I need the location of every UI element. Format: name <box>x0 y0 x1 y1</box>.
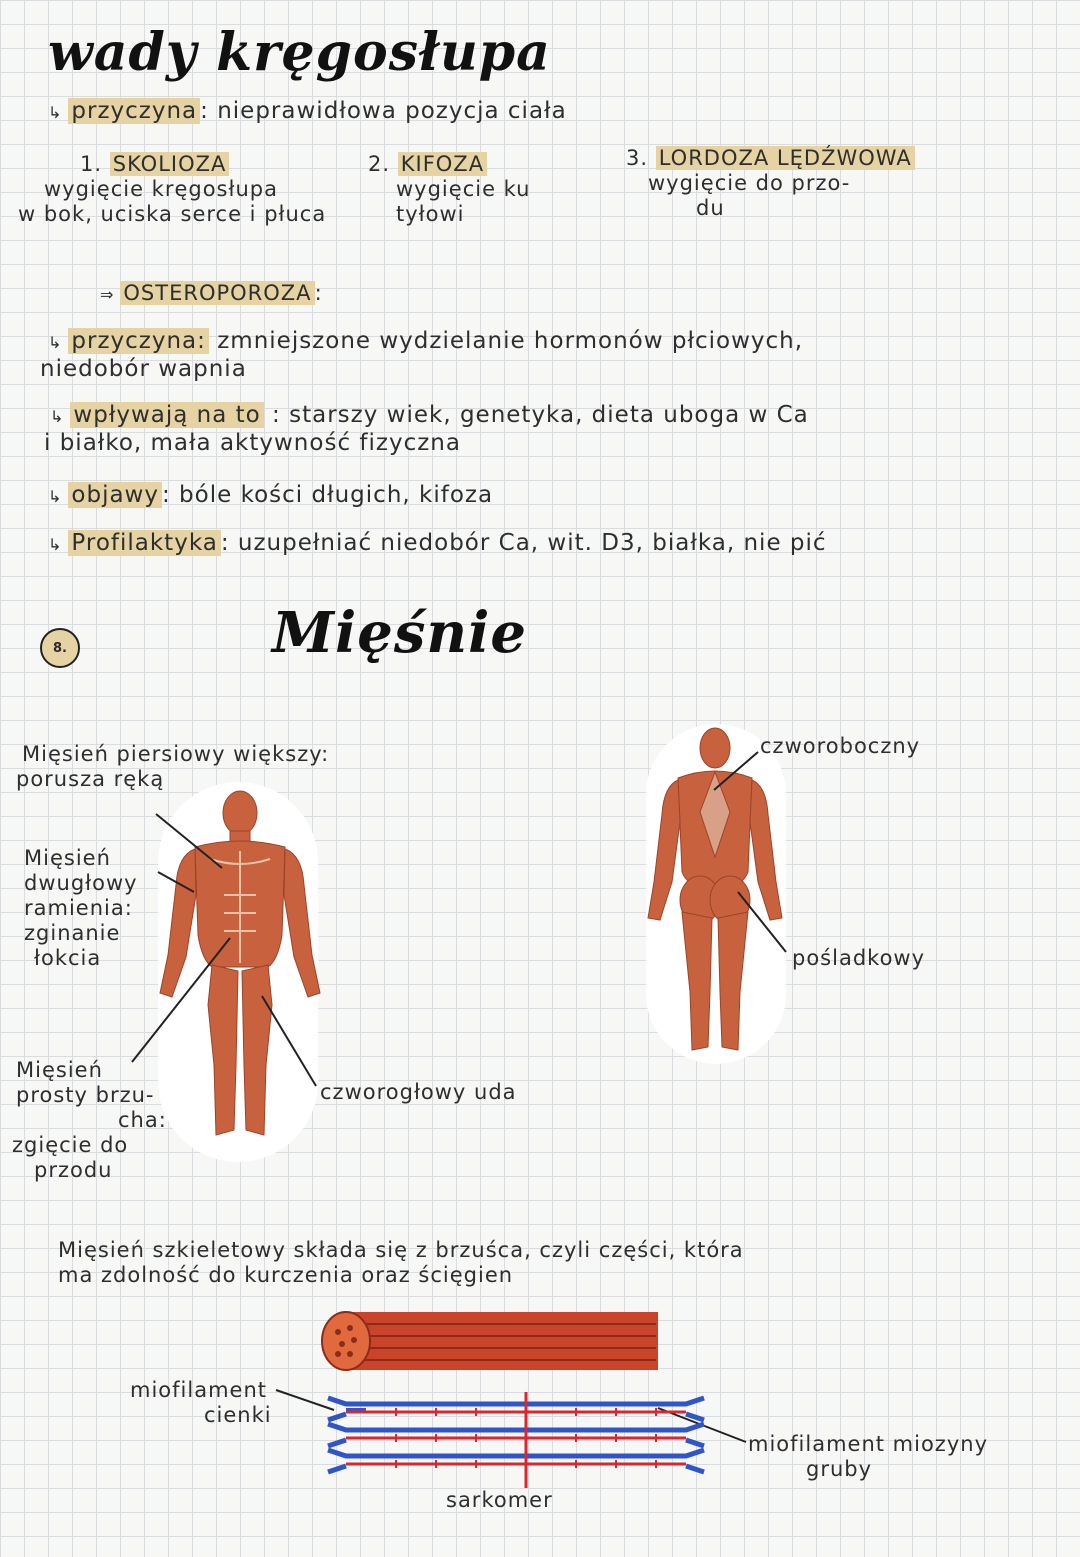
abs-desc: przodu <box>34 1158 113 1182</box>
label-gluteus: pośladkowy <box>792 946 926 970</box>
label-abs <box>12 1058 167 1183</box>
abs-label: prosty brzu- <box>16 1083 155 1107</box>
skeletal-line: ma zdolność do kurczenia oraz ścięgien <box>58 1263 514 1287</box>
page-title: wady kręgosłupa <box>48 22 551 83</box>
arrow-icon: ⇒ <box>100 285 115 304</box>
label-thick-filament <box>748 1432 988 1482</box>
cause-text: zmniejszone wydzielanie hormonów płciowych, <box>217 328 804 354</box>
defect-desc: wygięcie do przo- <box>648 171 851 195</box>
arrow-icon: ↳ <box>48 535 63 554</box>
influence-text: i białko, mała aktywność fizyczna <box>44 430 461 456</box>
biceps-label: ramienia: <box>24 896 133 920</box>
abs-label: cha: <box>118 1108 167 1132</box>
defect-name: SKOLIOZA <box>110 152 230 176</box>
defect-num: 2. <box>368 152 391 176</box>
label-pectoral <box>16 742 330 792</box>
thick-filament-label: miofilament miozyny <box>748 1432 988 1456</box>
thin-filament-label: miofilament <box>130 1378 267 1402</box>
cause-text: niedobór wapnia <box>40 356 247 382</box>
pectoral-label: Mięsień piersiowy większy: <box>22 742 330 766</box>
muscles-title: Mięśnie <box>272 600 528 666</box>
pectoral-desc: porusza ręką <box>16 767 165 791</box>
arrow-icon: ↳ <box>48 487 63 506</box>
spine-cause: ↳ przyczyna : nieprawidłowa pozycja ciała <box>48 98 567 124</box>
defect-desc: tyłowi <box>396 202 465 226</box>
label-trapezius: czworoboczny <box>760 734 921 758</box>
osteoporosis-symptoms: ↳ objawy : bóle kości długich, kifoza <box>48 482 494 508</box>
osteoporosis-heading: ⇒ OSTEROPOROZA : <box>100 281 323 305</box>
muscle-fiber-bundle <box>320 1310 665 1372</box>
defect-desc: wygięcie kręgosłupa <box>44 177 278 201</box>
section-number: 8. <box>53 640 67 656</box>
symptoms-text: bóle kości długich, kifoza <box>179 482 494 508</box>
label-thin-filament <box>130 1378 272 1428</box>
defect-desc: du <box>696 196 725 220</box>
prevention-text: uzupełniać niedobór Ca, wit. D3, białka, nie pić <box>237 530 827 556</box>
arrow-icon: ↳ <box>50 407 65 426</box>
label-sarcomere: sarkomer <box>446 1488 553 1512</box>
prevention-label: Profilaktyka <box>68 530 220 556</box>
thin-filament-label: cienki <box>204 1403 272 1427</box>
osteoporosis-prevention: ↳ Profilaktyka : uzupełniać niedobór Ca, wit. D3, białka, nie pić <box>48 530 827 556</box>
sarcomere-diagram <box>316 1390 716 1490</box>
skeletal-line: Mięsień szkieletowy składa się z brzuśca, czyli części, która <box>58 1238 744 1262</box>
thick-filament-label: gruby <box>806 1457 873 1481</box>
defect-desc: w bok, uciska serce i płuca <box>18 202 327 226</box>
skeletal-description <box>58 1238 744 1288</box>
influence-text: starszy wiek, genetyka, dieta uboga w Ca <box>289 402 809 428</box>
cause-label: przyczyna: <box>68 328 209 354</box>
abs-desc: zgięcie do <box>12 1133 129 1157</box>
biceps-label: dwugłowy <box>24 871 138 895</box>
osteoporosis-title: OSTEROPOROZA <box>120 281 314 305</box>
biceps-desc: zginanie <box>24 921 121 945</box>
defect-num: 1. <box>80 152 103 176</box>
defect-name: LORDOZA LĘDŹWOWA <box>656 146 915 170</box>
cause-label: przyczyna <box>68 98 200 124</box>
cause-text: nieprawidłowa pozycja ciała <box>217 98 567 124</box>
symptoms-label: objawy <box>68 482 162 508</box>
defect-desc: wygięcie ku <box>396 177 531 201</box>
biceps-desc: łokcia <box>34 946 102 970</box>
biceps-label: Mięsień <box>24 846 111 870</box>
abs-label: Mięsień <box>16 1058 103 1082</box>
defect-name: KIFOZA <box>398 152 487 176</box>
influence-label: wpływają na to <box>70 402 263 428</box>
label-biceps <box>24 846 138 971</box>
arrow-icon: ↳ <box>48 333 63 352</box>
defect-num: 3. <box>626 146 649 170</box>
osteoporosis-influence: ↳ wpływają na to : starszy wiek, genetyka, dieta uboga w Ca i białko, mała aktywność fizyczna <box>44 402 809 456</box>
arrow-icon: ↳ <box>48 103 63 122</box>
label-quadriceps: czworogłowy uda <box>320 1080 517 1104</box>
